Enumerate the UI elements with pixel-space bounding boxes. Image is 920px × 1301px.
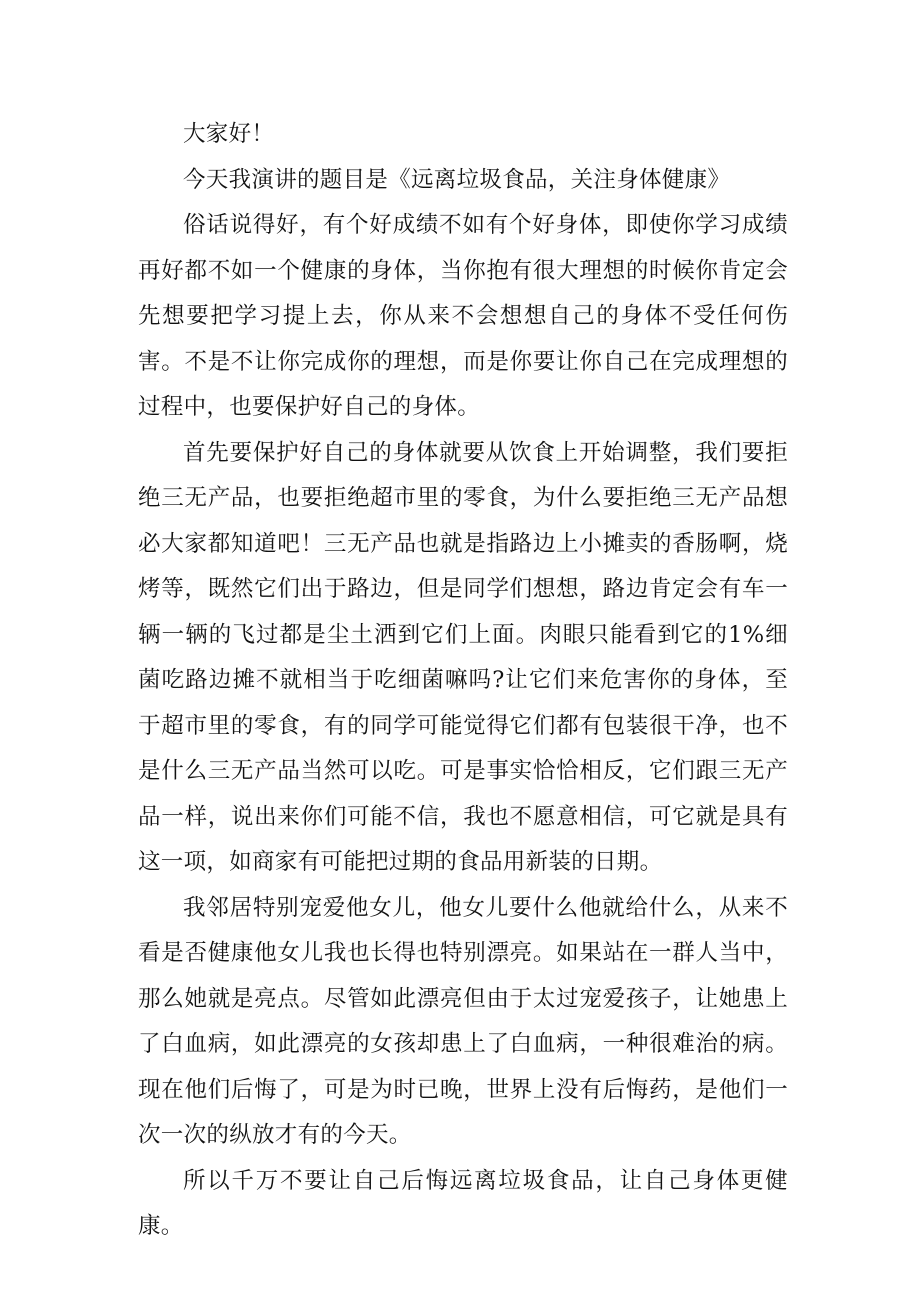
body-paragraph-2: 首先要保护好自己的身体就要从饮食上开始调整，我们要拒绝三无产品，也要拒绝超市里的零食，为什么要拒绝三无产品想必大家都知道吧！三无产品也就是指路边上小摊卖的香肠啊，烧烤等，既然它们出于路边，但是同学们想想，路边肯定会有车一辆一辆的飞过都是尘土洒到它们上面。肉眼只能看到它的1%细菌吃路边摊不就相当于吃细菌嘛吗?让它们来危害你的身体，至于超市里的零食，有的同学可能觉得它们都有包装很干净，也不是什么三无产品当然可以吃。可是事实恰恰相反，它们跟三无产品一样，说出来你们可能不信，我也不愿意相信，可它就是具有这一项，如商家有可能把过期的食品用新装的日期。 xyxy=(138,439,788,875)
body-paragraph-3: 我邻居特别宠爱他女儿，他女儿要什么他就给什么，从来不看是否健康他女儿我也长得也特别漂亮。如果站在一群人当中，那么她就是亮点。尽管如此漂亮但由于太过宠爱孩子，让她患上了白血病，如此漂亮的女孩却患上了白血病，一种很难治的病。现在他们后悔了，可是为时已晚，世界上没有后悔药，是他们一次一次的纵放才有的今天。 xyxy=(138,894,788,1148)
body-paragraph-1: 俗话说得好，有个好成绩不如有个好身体，即使你学习成绩再好都不如一个健康的身体，当你抱有很大理想的时候你肯定会先想要把学习提上去，你从来不会想想自己的身体不受任何伤害。不是不让你完成你的理想，而是你要让你自己在完成理想的过程中，也要保护好自己的身体。 xyxy=(138,212,788,420)
greeting-paragraph: 大家好！ xyxy=(183,121,275,147)
speech-topic-paragraph: 今天我演讲的题目是《远离垃圾食品，关注身体健康》 xyxy=(183,166,731,193)
closing-paragraph: 所以千万不要让自己后悔远离垃圾食品，让自己身体更健康。 xyxy=(138,1167,788,1239)
document-page xyxy=(138,112,788,1250)
